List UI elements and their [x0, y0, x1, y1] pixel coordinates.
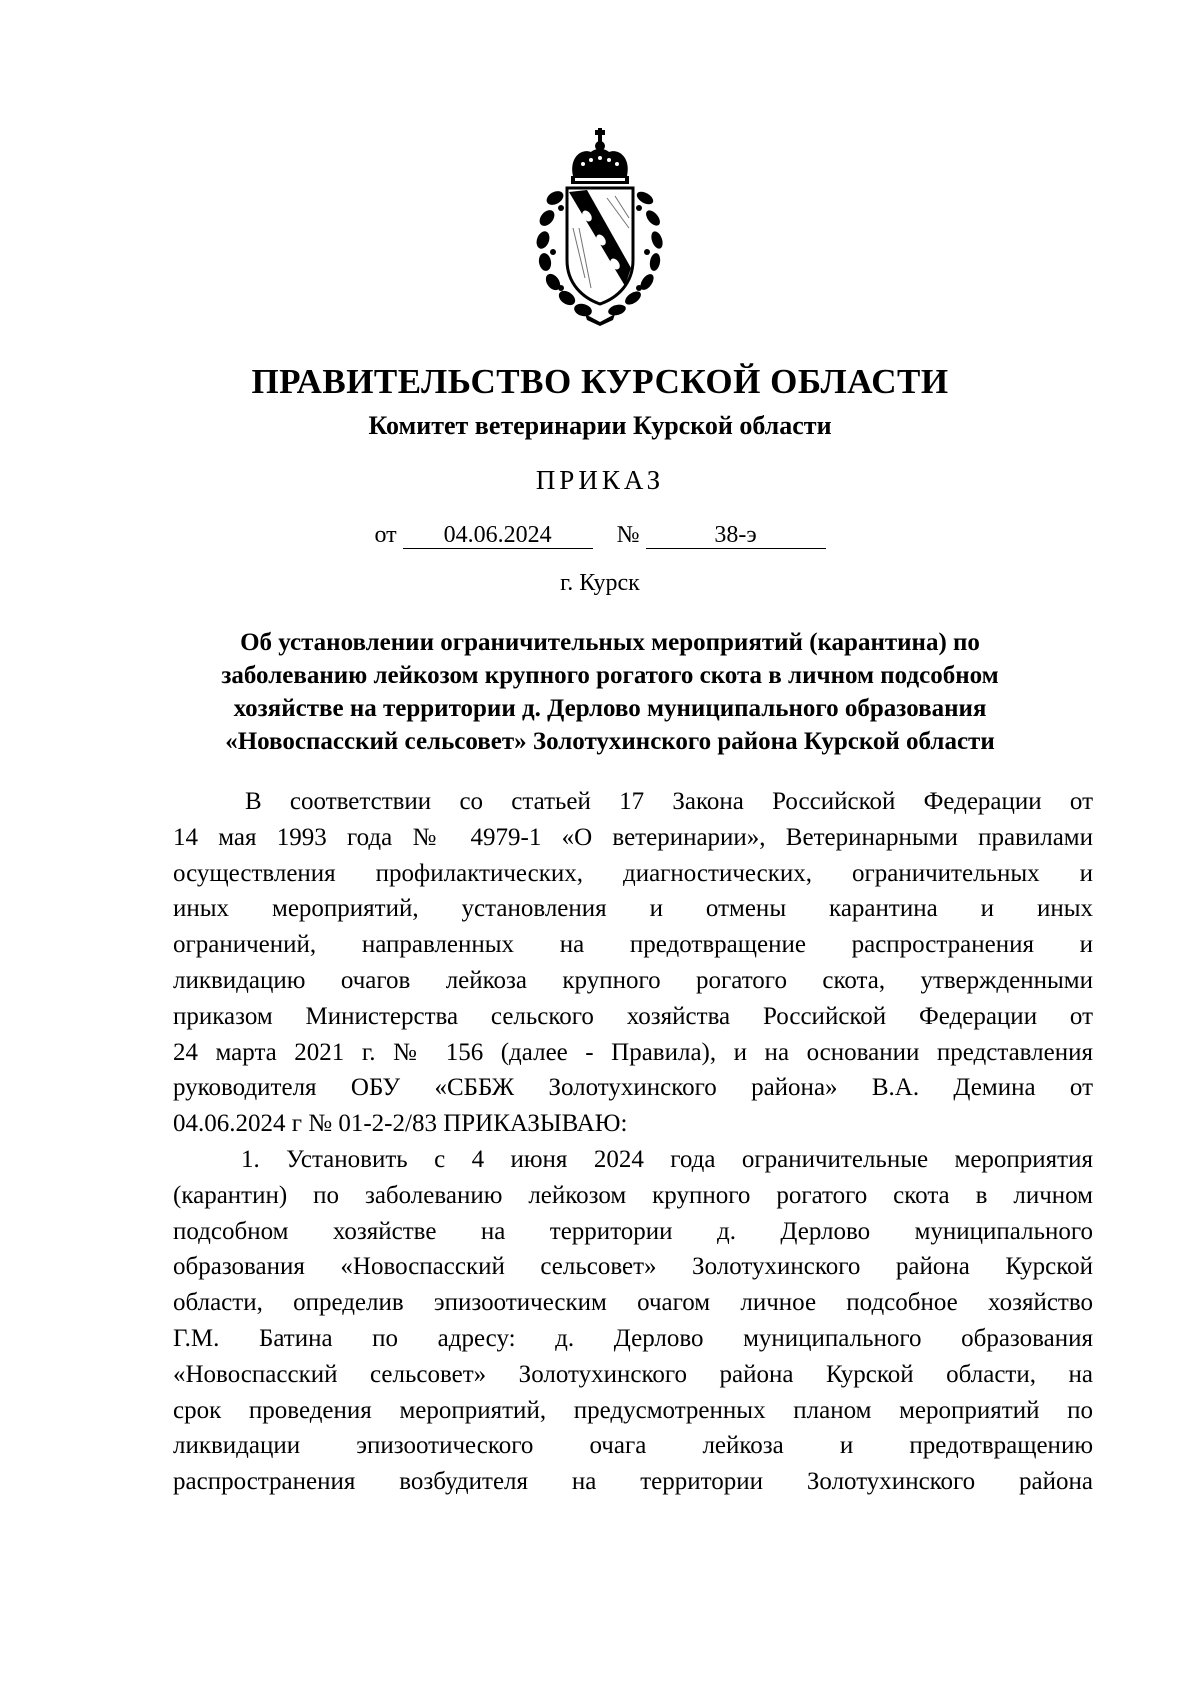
body-line: 1. Установить с 4 июня 2024 года ограничительные мероприятия — [241, 1145, 1093, 1173]
body-line: подсобном хозяйстве на территории д. Дерлово муниципального — [173, 1217, 1093, 1245]
government-title: ПРАВИТЕЛЬСТВО КУРСКОЙ ОБЛАСТИ — [251, 362, 949, 401]
date-number-line — [0, 520, 1200, 550]
body-line: распространения возбудителя на территории Золотухинского района — [173, 1468, 1093, 1496]
body-line: образования «Новоспасский сельсовет» Золотухинского района Курской — [173, 1253, 1093, 1281]
subject-line: Об установлении ограничительных мероприятий (карантина) по — [240, 629, 980, 656]
committee-name: Комитет ветеринарии Курской области — [368, 411, 832, 440]
body-line: срок проведения мероприятий, предусмотренных планом мероприятий по — [173, 1396, 1093, 1424]
body-line: осуществления профилактических, диагностических, ограничительных и — [173, 859, 1093, 887]
body-line: 04.06.2024 г № 01-2-2/83 ПРИКАЗЫВАЮ: — [173, 1110, 628, 1138]
subject-line: хозяйстве на территории д. Дерлово муниципального образования — [233, 695, 987, 722]
order-number: 38-э — [646, 522, 826, 549]
body-line: 14 мая 1993 года № 4979-1 «О ветеринарии», Ветеринарными правилами — [173, 823, 1093, 851]
body-line: руководителя ОБУ «СББЖ Золотухинского района» В.А. Демина от — [173, 1074, 1093, 1102]
body-line: 24 марта 2021 г. № 156 (далее - Правила), и на основании представления — [173, 1038, 1093, 1066]
body-line: ликвидацию очагов лейкоза крупного рогатого скота, утвержденными — [173, 966, 1093, 994]
body-line: иных мероприятий, установления и отмены карантина и иных — [173, 895, 1093, 923]
body-line: «Новоспасский сельсовет» Золотухинского района Курской области, на — [173, 1360, 1093, 1388]
number-prefix: № — [616, 522, 640, 548]
body-line: области, определив эпизоотическим очагом личное подсобное хозяйство — [173, 1289, 1093, 1317]
date-prefix: от — [374, 522, 397, 548]
kursk-coat-of-arms-icon — [525, 128, 675, 328]
body-line: ограничений, направленных на предотвращение распространения и — [173, 931, 1093, 959]
order-date: 04.06.2024 — [403, 522, 593, 549]
document-type: ПРИКАЗ — [535, 465, 665, 495]
body-line: приказом Министерства сельского хозяйства Российской Федерации от — [173, 1002, 1093, 1030]
body-line: ликвидации эпизоотического очага лейкоза и предотвращению — [173, 1432, 1093, 1460]
subject-line: «Новоспасский сельсовет» Золотухинского района Курской области — [225, 728, 995, 755]
body-line: В соответствии со статьей 17 Закона Российской Федерации от — [245, 788, 1093, 815]
order-subject — [160, 626, 1060, 758]
body-line: (карантин) по заболеванию лейкозом крупного рогатого скота в личном — [173, 1181, 1093, 1209]
body-line: Г.М. Батина по адресу: д. Дерлово муниципального образования — [173, 1324, 1093, 1352]
order-body — [173, 784, 1093, 1500]
subject-line: заболеванию лейкозом крупного рогатого скота в личном подсобном — [221, 662, 999, 689]
city: г. Курск — [560, 570, 640, 596]
